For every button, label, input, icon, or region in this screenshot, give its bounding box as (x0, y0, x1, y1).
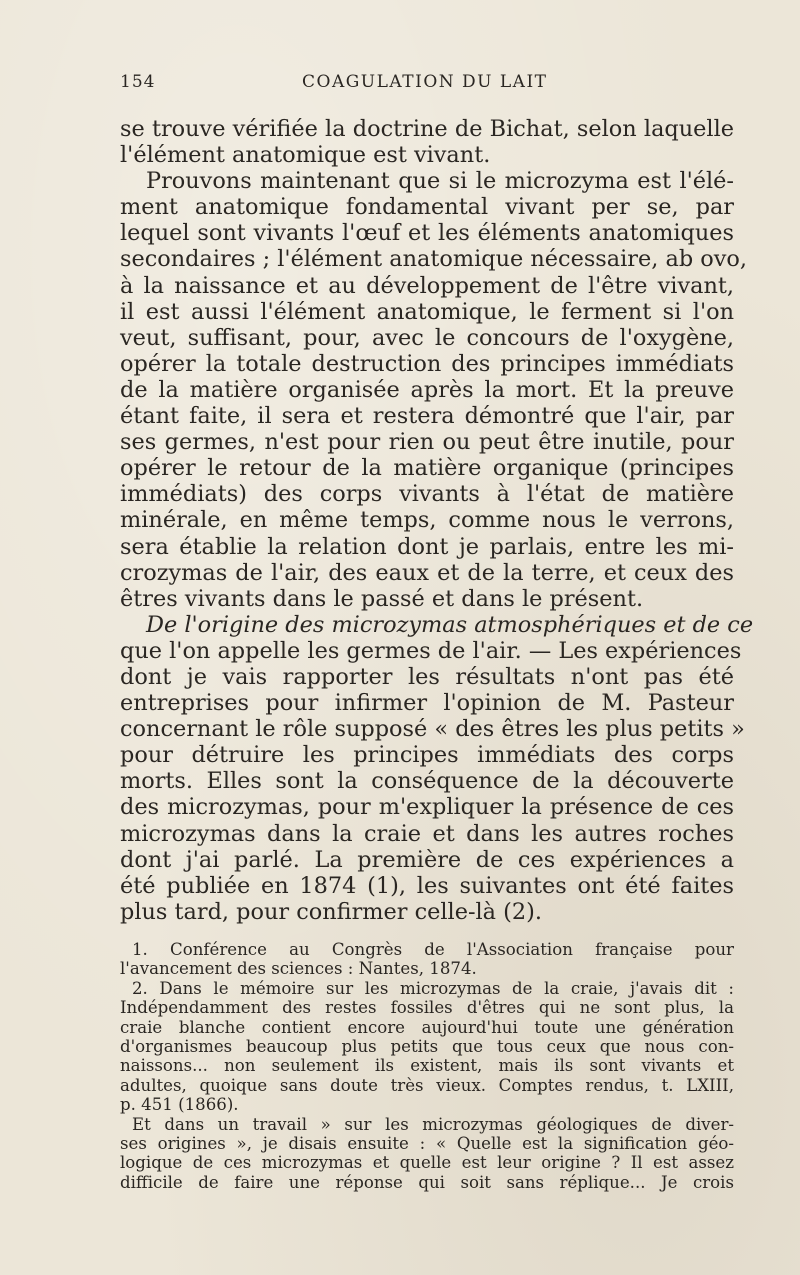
body-line: minérale, en même temps, comme nous le verrons, (120, 507, 734, 534)
footnote-line: naissons... non seulement ils existent, mais ils sont vivants et (120, 1056, 734, 1076)
body-line-italic (120, 611, 754, 638)
body-line: que l'on appelle les germes de l'air. — Les expériences (120, 637, 742, 664)
body-line: il est aussi l'élément anatomique, le ferment si l'on (120, 298, 734, 325)
body-text (120, 116, 754, 925)
footnote-line: adultes, quoique sans doute très vieux. Comptes rendus, t. LXIII, (120, 1075, 734, 1095)
body-line: pour détruire les principes immédiats des corps (120, 742, 734, 769)
body-line: dont je vais rapporter les résultats n'ont pas été (120, 663, 734, 690)
running-title: COAGULATION DU LAIT (302, 72, 548, 92)
footnote-line: l'avancement des sciences : Nantes, 1874. (120, 959, 477, 979)
footnote-line: difficile de faire une réponse qui soit sans réplique... Je crois (120, 1172, 734, 1192)
page-number: 154 (120, 72, 156, 92)
page-header (120, 72, 734, 100)
body-line: plus tard, pour confirmer celle-là (2). (120, 898, 542, 925)
body-line: dont j'ai parlé. La première de ces expériences a (120, 846, 734, 873)
body-line: concernant le rôle supposé « des êtres les plus petits » (120, 716, 745, 743)
body-line: des microzymas, pour m'expliquer la présence de ces (120, 794, 734, 821)
footnotes (120, 940, 734, 1192)
footnote-line: Et dans un travail » sur les microzymas géologiques de diver- (132, 1114, 734, 1134)
body-line: Prouvons maintenant que si le microzyma est l'élé- (146, 168, 734, 195)
body-line: ses germes, n'est pour rien ou peut être inutile, pour (120, 429, 734, 456)
body-line: microzymas dans la craie et dans les autres roches (120, 820, 734, 847)
body-line: se trouve vérifiée la doctrine de Bichat, selon laquelle (120, 116, 734, 142)
body-line: êtres vivants dans le passé et dans le présent. (120, 585, 644, 612)
footnote-line: d'organismes beaucoup plus petits que tous ceux que nous con- (120, 1036, 734, 1056)
footnote-line: Indépendamment des restes fossiles d'êtres qui ne sont plus, la (120, 998, 734, 1018)
section-heading: De l'origine des microzymas atmosphériques et de ce (146, 611, 754, 638)
body-line: crozymas de l'air, des eaux et de la terre, et ceux des (120, 559, 734, 586)
body-line: de la matière organisée après la mort. Et la preuve (120, 376, 734, 403)
body-line: veut, suffisant, pour, avec le concours de l'oxygène, (120, 324, 734, 351)
footnote-line: 1. Conférence au Congrès de l'Association française pour (132, 940, 734, 959)
body-line: à la naissance et au développement de l'être vivant, (120, 272, 734, 299)
body-line: immédiats) des corps vivants à l'état de matière (120, 481, 734, 508)
footnote-line: ses origines », je disais ensuite : « Quelle est la signification géo- (120, 1133, 734, 1153)
body-line: ment anatomique fondamental vivant per se, par (120, 194, 734, 221)
body-line: entreprises pour infirmer l'opinion de M. Pasteur (120, 690, 734, 717)
body-line: étant faite, il sera et restera démontré que l'air, par (120, 403, 734, 430)
body-line: opérer le retour de la matière organique (principes (120, 455, 734, 482)
body-line: l'élément anatomique est vivant. (120, 142, 491, 169)
footnote-line: p. 451 (1866). (120, 1095, 239, 1115)
body-line: opérer la totale destruction des principes immédiats (120, 350, 734, 377)
body-line: sera établie la relation dont je parlais, entre les mi- (120, 533, 734, 560)
body-line: été publiée en 1874 (1), les suivantes ont été faites (120, 872, 734, 899)
footnote-line: 2. Dans le mémoire sur les microzymas de la craie, j'avais dit : (132, 978, 734, 998)
body-line: lequel sont vivants l'œuf et les éléments anatomiques (120, 220, 734, 247)
body-line: secondaires ; l'élément anatomique nécessaire, ab ovo, (120, 246, 748, 273)
body-line: morts. Elles sont la conséquence de la découverte (120, 768, 734, 795)
footnote-line: logique de ces microzymas et quelle est leur origine ? Il est assez (120, 1153, 734, 1173)
footnote-line: craie blanche contient encore aujourd'hui toute une génération (120, 1017, 734, 1037)
